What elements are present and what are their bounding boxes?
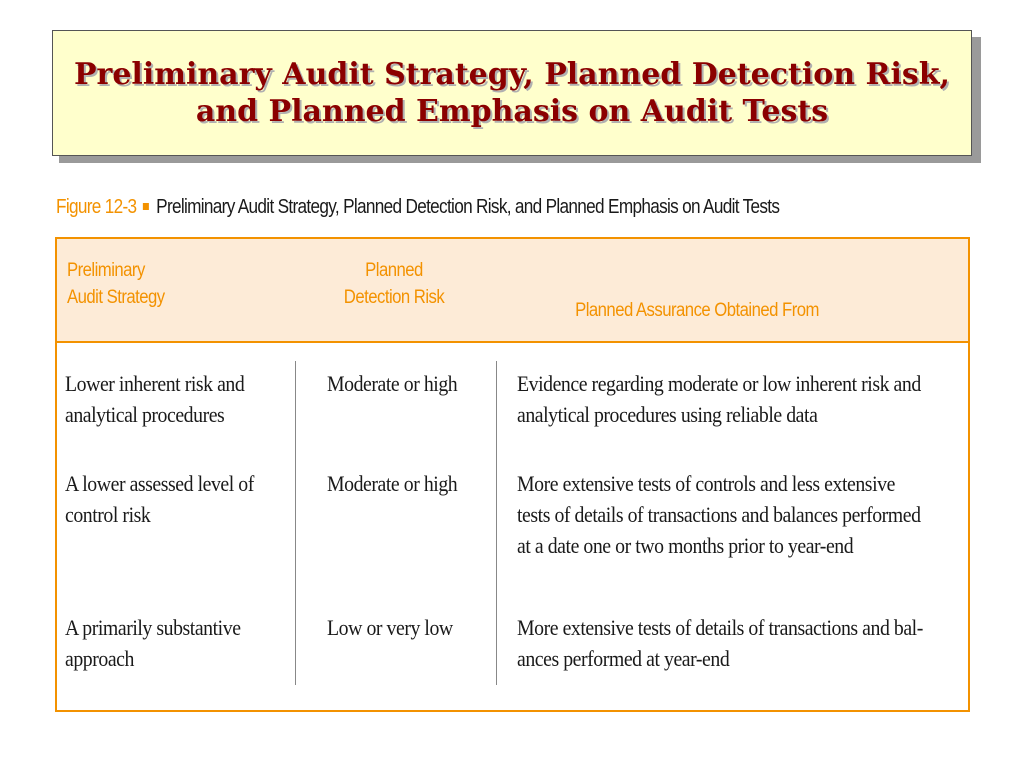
figure-caption bbox=[56, 196, 847, 219]
cell-line: Moderate or high bbox=[327, 371, 458, 396]
audit-strategy-table bbox=[55, 237, 970, 712]
column-divider bbox=[496, 361, 497, 685]
cell-line: Evidence regarding moderate or low inherent risk and bbox=[517, 371, 921, 396]
cell-line: control risk bbox=[65, 502, 151, 527]
cell-line: at a date one or two months prior to year-end bbox=[517, 533, 854, 558]
cell-line: A primarily substantive bbox=[65, 615, 241, 640]
header-planned-assurance bbox=[539, 297, 856, 324]
cell-line: analytical procedures using reliable data bbox=[517, 402, 818, 427]
table-cell-risk bbox=[327, 368, 457, 399]
header-line: Detection Risk bbox=[343, 287, 445, 308]
cell-line: More extensive tests of controls and less extensive bbox=[517, 471, 895, 496]
title-banner bbox=[52, 30, 972, 156]
table-cell-assurance bbox=[517, 612, 923, 674]
figure-number: Figure 12-3 bbox=[56, 196, 137, 218]
table-cell-strategy bbox=[65, 468, 254, 530]
cell-line: A lower assessed level of bbox=[65, 471, 254, 496]
table-cell-strategy bbox=[65, 368, 244, 430]
square-bullet-icon bbox=[143, 203, 149, 210]
header-line: Preliminary bbox=[67, 260, 145, 281]
header-preliminary-audit-strategy bbox=[67, 257, 165, 311]
table-cell-assurance bbox=[517, 468, 921, 561]
header-line: Planned Assurance Obtained From bbox=[575, 300, 819, 321]
column-divider bbox=[295, 361, 296, 685]
table-cell-assurance bbox=[517, 368, 921, 430]
table-cell-risk bbox=[327, 468, 457, 499]
header-planned-detection-risk bbox=[328, 257, 460, 311]
slide-title: Preliminary Audit Strategy, Planned Detection Risk, and Planned Emphasis on Audit Tests bbox=[73, 57, 951, 129]
cell-line: Low or very low bbox=[327, 615, 453, 640]
header-line: Audit Strategy bbox=[67, 287, 165, 308]
table-cell-risk bbox=[327, 612, 453, 643]
table-header-row bbox=[57, 239, 968, 343]
figure-caption-text: Preliminary Audit Strategy, Planned Detection Risk, and Planned Emphasis on Audit Tests bbox=[156, 196, 780, 218]
cell-line: Lower inherent risk and bbox=[65, 371, 245, 396]
header-line: Planned bbox=[365, 260, 423, 281]
cell-line: More extensive tests of details of transactions and bal- bbox=[517, 615, 923, 640]
cell-line: approach bbox=[65, 646, 134, 671]
cell-line: analytical procedures bbox=[65, 402, 225, 427]
cell-line: ances performed at year-end bbox=[517, 646, 730, 671]
cell-line: tests of details of transactions and balances performed bbox=[517, 502, 921, 527]
cell-line: Moderate or high bbox=[327, 471, 458, 496]
table-cell-strategy bbox=[65, 612, 241, 674]
